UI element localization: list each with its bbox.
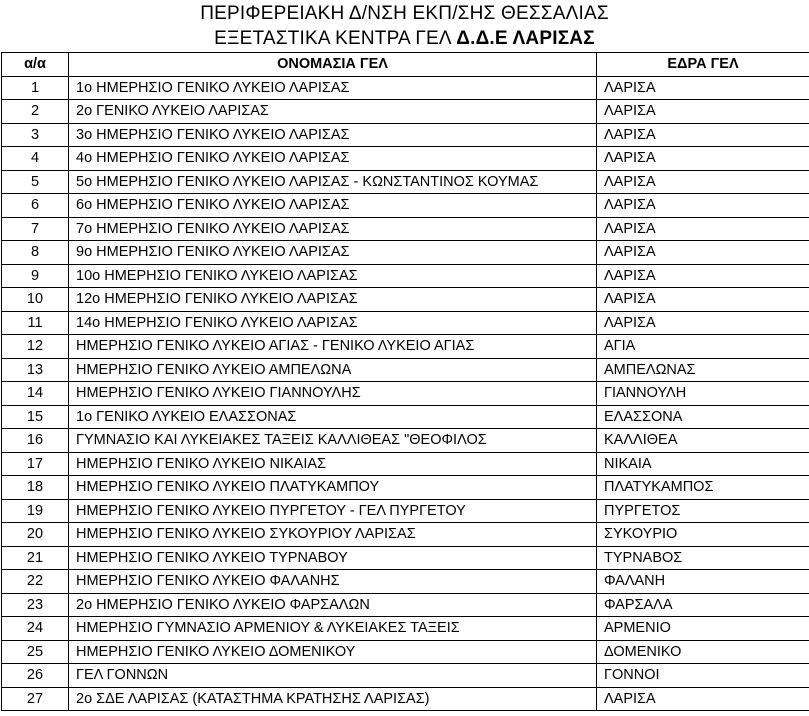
table-row xyxy=(2,382,809,406)
cell-name: ΗΜΕΡΗΣΙΟ ΓΕΝΙΚΟ ΛΥΚΕΙΟ ΤΥΡΝΑΒΟΥ xyxy=(69,546,597,570)
table-row xyxy=(2,241,809,265)
cell-name: 2ο ΓΕΝΙΚΟ ΛΥΚΕΙΟ ΛΑΡΙΣΑΣ xyxy=(69,100,597,124)
table-row xyxy=(2,264,809,288)
cell-seat: ΚΑΛΛΙΘΕΑ xyxy=(597,429,809,453)
cell-seat: ΑΓΙΑ xyxy=(597,335,809,359)
cell-name: ΓΕΛ ΓΟΝΝΩΝ xyxy=(69,664,597,688)
cell-seat: ΛΑΡΙΣΑ xyxy=(597,687,809,711)
cell-seat: ΕΛΑΣΣΟΝΑ xyxy=(597,405,809,429)
cell-num: 4 xyxy=(2,147,69,171)
table-row xyxy=(2,358,809,382)
table-row xyxy=(2,640,809,664)
table-row xyxy=(2,123,809,147)
cell-name: ΗΜΕΡΗΣΙΟ ΓΕΝΙΚΟ ΛΥΚΕΙΟ ΑΜΠΕΛΩΝΑ xyxy=(69,358,597,382)
cell-num: 21 xyxy=(2,546,69,570)
cell-seat: ΦΑΡΣΑΛΑ xyxy=(597,593,809,617)
table-row xyxy=(2,499,809,523)
cell-seat: ΛΑΡΙΣΑ xyxy=(597,123,809,147)
cell-seat: ΛΑΡΙΣΑ xyxy=(597,241,809,265)
document-header xyxy=(0,0,809,52)
cell-seat: ΛΑΡΙΣΑ xyxy=(597,147,809,171)
cell-seat: ΛΑΡΙΣΑ xyxy=(597,194,809,218)
table-row xyxy=(2,476,809,500)
cell-num: 17 xyxy=(2,452,69,476)
cell-name: 1ο ΓΕΝΙΚΟ ΛΥΚΕΙΟ ΕΛΑΣΣΟΝΑΣ xyxy=(69,405,597,429)
cell-seat: ΣΥΚΟΥΡΙΟ xyxy=(597,523,809,547)
cell-name: ΗΜΕΡΗΣΙΟ ΓΕΝΙΚΟ ΛΥΚΕΙΟ ΓΙΑΝΝΟΥΛΗΣ xyxy=(69,382,597,406)
cell-num: 11 xyxy=(2,311,69,335)
table-row xyxy=(2,429,809,453)
cell-name: ΗΜΕΡΗΣΙΟ ΓΕΝΙΚΟ ΛΥΚΕΙΟ ΠΥΡΓΕΤΟΥ - ΓΕΛ ΠΥΡΓΕΤΟΥ xyxy=(69,499,597,523)
cell-num: 6 xyxy=(2,194,69,218)
header-line-2-bold: Δ.Δ.Ε ΛΑΡΙΣΑΣ xyxy=(456,28,595,49)
cell-seat: ΛΑΡΙΣΑ xyxy=(597,217,809,241)
table-row xyxy=(2,100,809,124)
cell-name: ΗΜΕΡΗΣΙΟ ΓΕΝΙΚΟ ΛΥΚΕΙΟ ΔΟΜΕΝΙΚΟΥ xyxy=(69,640,597,664)
cell-seat: ΛΑΡΙΣΑ xyxy=(597,264,809,288)
column-header-seat: ΕΔΡΑ ΓΕΛ xyxy=(597,53,809,77)
table-header-row xyxy=(2,53,809,77)
cell-name: ΗΜΕΡΗΣΙΟ ΓΕΝΙΚΟ ΛΥΚΕΙΟ ΦΑΛΑΝΗΣ xyxy=(69,570,597,594)
cell-num: 12 xyxy=(2,335,69,359)
cell-seat: ΛΑΡΙΣΑ xyxy=(597,288,809,312)
cell-seat: ΑΜΠΕΛΩΝΑΣ xyxy=(597,358,809,382)
cell-name: ΗΜΕΡΗΣΙΟ ΓΕΝΙΚΟ ΛΥΚΕΙΟ ΑΓΙΑΣ - ΓΕΝΙΚΟ ΛΥΚΕΙΟ ΑΓΙΑΣ xyxy=(69,335,597,359)
cell-name: 9ο ΗΜΕΡΗΣΙΟ ΓΕΝΙΚΟ ΛΥΚΕΙΟ ΛΑΡΙΣΑΣ xyxy=(69,241,597,265)
table-row xyxy=(2,523,809,547)
cell-name: ΗΜΕΡΗΣΙΟ ΓΕΝΙΚΟ ΛΥΚΕΙΟ ΝΙΚΑΙΑΣ xyxy=(69,452,597,476)
cell-num: 18 xyxy=(2,476,69,500)
cell-num: 16 xyxy=(2,429,69,453)
table-row xyxy=(2,311,809,335)
table-row xyxy=(2,194,809,218)
cell-num: 15 xyxy=(2,405,69,429)
cell-num: 5 xyxy=(2,170,69,194)
cell-name: 2ο ΗΜΕΡΗΣΙΟ ΓΕΝΙΚΟ ΛΥΚΕΙΟ ΦΑΡΣΑΛΩΝ xyxy=(69,593,597,617)
cell-seat: ΝΙΚΑΙΑ xyxy=(597,452,809,476)
cell-num: 13 xyxy=(2,358,69,382)
table-row xyxy=(2,687,809,711)
cell-num: 7 xyxy=(2,217,69,241)
cell-seat: ΤΥΡΝΑΒΟΣ xyxy=(597,546,809,570)
cell-num: 14 xyxy=(2,382,69,406)
cell-seat: ΛΑΡΙΣΑ xyxy=(597,76,809,100)
table-row xyxy=(2,546,809,570)
cell-name: ΗΜΕΡΗΣΙΟ ΓΕΝΙΚΟ ΛΥΚΕΙΟ ΠΛΑΤΥΚΑΜΠΟΥ xyxy=(69,476,597,500)
table-row xyxy=(2,335,809,359)
cell-name: 14ο ΗΜΕΡΗΣΙΟ ΓΕΝΙΚΟ ΛΥΚΕΙΟ ΛΑΡΙΣΑΣ xyxy=(69,311,597,335)
column-header-name: ΟΝΟΜΑΣΙΑ ΓΕΛ xyxy=(69,53,597,77)
cell-seat: ΠΥΡΓΕΤΟΣ xyxy=(597,499,809,523)
cell-num: 10 xyxy=(2,288,69,312)
table-row xyxy=(2,452,809,476)
cell-num: 24 xyxy=(2,617,69,641)
table-row xyxy=(2,405,809,429)
cell-name: 12ο ΗΜΕΡΗΣΙΟ ΓΕΝΙΚΟ ΛΥΚΕΙΟ ΛΑΡΙΣΑΣ xyxy=(69,288,597,312)
table-row xyxy=(2,617,809,641)
table-row xyxy=(2,217,809,241)
cell-seat: ΔΟΜΕΝΙΚΟ xyxy=(597,640,809,664)
table-row xyxy=(2,593,809,617)
cell-name: 6ο ΗΜΕΡΗΣΙΟ ΓΕΝΙΚΟ ΛΥΚΕΙΟ ΛΑΡΙΣΑΣ xyxy=(69,194,597,218)
header-line-2-prefix: ΕΞΕΤΑΣΤΙΚΑ ΚΕΝΤΡΑ ΓΕΛ xyxy=(214,28,457,49)
cell-seat: ΓΙΑΝΝΟΥΛΗ xyxy=(597,382,809,406)
cell-num: 3 xyxy=(2,123,69,147)
cell-name: 4ο ΗΜΕΡΗΣΙΟ ΓΕΝΙΚΟ ΛΥΚΕΙΟ ΛΑΡΙΣΑΣ xyxy=(69,147,597,171)
cell-num: 23 xyxy=(2,593,69,617)
cell-num: 25 xyxy=(2,640,69,664)
cell-num: 22 xyxy=(2,570,69,594)
table-row xyxy=(2,147,809,171)
cell-seat: ΠΛΑΤΥΚΑΜΠΟΣ xyxy=(597,476,809,500)
cell-name: 7ο ΗΜΕΡΗΣΙΟ ΓΕΝΙΚΟ ΛΥΚΕΙΟ ΛΑΡΙΣΑΣ xyxy=(69,217,597,241)
cell-num: 19 xyxy=(2,499,69,523)
table-row xyxy=(2,76,809,100)
cell-num: 20 xyxy=(2,523,69,547)
header-line-1: ΠΕΡΙΦΕΡΕΙΑΚΗ Δ/ΝΣΗ ΕΚΠ/ΣΗΣ ΘΕΣΣΑΛΙΑΣ xyxy=(200,3,609,24)
cell-seat: ΓΟΝΝΟΙ xyxy=(597,664,809,688)
table-body xyxy=(2,76,809,711)
cell-seat: ΑΡΜΕΝΙΟ xyxy=(597,617,809,641)
table-row xyxy=(2,664,809,688)
cell-name: ΗΜΕΡΗΣΙΟ ΓΕΝΙΚΟ ΛΥΚΕΙΟ ΣΥΚΟΥΡΙΟΥ ΛΑΡΙΣΑΣ xyxy=(69,523,597,547)
cell-num: 27 xyxy=(2,687,69,711)
column-header-num: α/α xyxy=(2,53,69,77)
cell-name: 5ο ΗΜΕΡΗΣΙΟ ΓΕΝΙΚΟ ΛΥΚΕΙΟ ΛΑΡΙΣΑΣ - ΚΩΝΣΤΑΝΤΙΝΟΣ ΚΟΥΜΑΣ xyxy=(69,170,597,194)
exam-centers-table xyxy=(1,52,809,711)
cell-num: 2 xyxy=(2,100,69,124)
cell-seat: ΛΑΡΙΣΑ xyxy=(597,170,809,194)
cell-num: 26 xyxy=(2,664,69,688)
cell-seat: ΦΑΛΑΝΗ xyxy=(597,570,809,594)
table-row xyxy=(2,288,809,312)
cell-num: 8 xyxy=(2,241,69,265)
cell-seat: ΛΑΡΙΣΑ xyxy=(597,311,809,335)
cell-name: 3ο ΗΜΕΡΗΣΙΟ ΓΕΝΙΚΟ ΛΥΚΕΙΟ ΛΑΡΙΣΑΣ xyxy=(69,123,597,147)
cell-seat: ΛΑΡΙΣΑ xyxy=(597,100,809,124)
cell-name: 1ο ΗΜΕΡΗΣΙΟ ΓΕΝΙΚΟ ΛΥΚΕΙΟ ΛΑΡΙΣΑΣ xyxy=(69,76,597,100)
cell-name: ΗΜΕΡΗΣΙΟ ΓΥΜΝΑΣΙΟ ΑΡΜΕΝΙΟΥ & ΛΥΚΕΙΑΚΕΣ ΤΑΞΕΙΣ xyxy=(69,617,597,641)
cell-num: 9 xyxy=(2,264,69,288)
table-row xyxy=(2,170,809,194)
cell-name: ΓΥΜΝΑΣΙΟ ΚΑΙ ΛΥΚΕΙΑΚΕΣ ΤΑΞΕΙΣ ΚΑΛΛΙΘΕΑΣ "ΘΕΟΦΙΛΟΣ xyxy=(69,429,597,453)
cell-name: 10ο ΗΜΕΡΗΣΙΟ ΓΕΝΙΚΟ ΛΥΚΕΙΟ ΛΑΡΙΣΑΣ xyxy=(69,264,597,288)
table-row xyxy=(2,570,809,594)
header-line-2 xyxy=(0,25,809,50)
cell-num: 1 xyxy=(2,76,69,100)
cell-name: 2ο ΣΔΕ ΛΑΡΙΣΑΣ (ΚΑΤΑΣΤΗΜΑ ΚΡΑΤΗΣΗΣ ΛΑΡΙΣΑΣ) xyxy=(69,687,597,711)
